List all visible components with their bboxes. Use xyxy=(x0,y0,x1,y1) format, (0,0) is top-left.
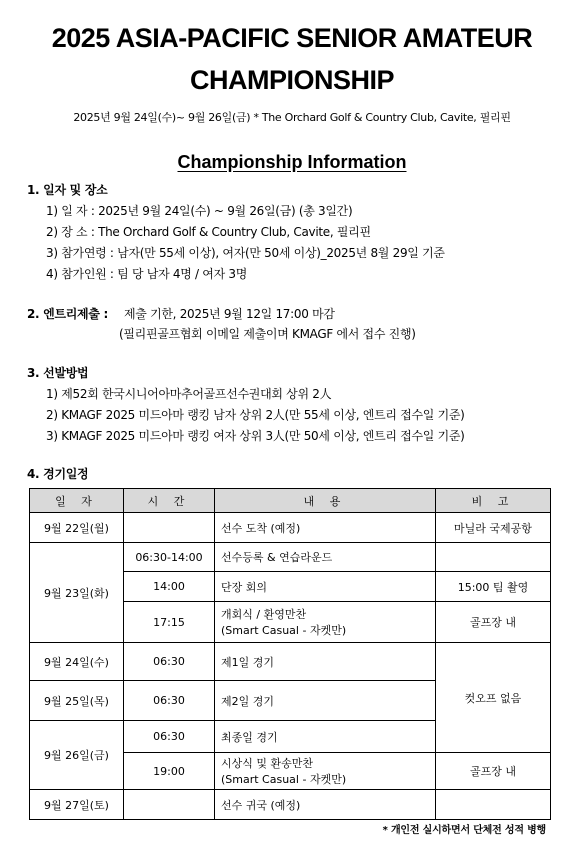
cell-content: 선수 귀국 (예정) xyxy=(215,790,436,820)
title-line-2: CHAMPIONSHIP xyxy=(189,65,394,95)
section-title xyxy=(0,152,584,173)
header-content: 내 용 xyxy=(215,489,436,513)
table-header-row xyxy=(30,489,551,513)
cell-content: 단장 회의 xyxy=(215,572,436,602)
cell-note: 15:00 팀 촬영 xyxy=(436,572,551,602)
subtitle: 2025년 9월 24일(수)~ 9월 26일(금) * The Orchard Golf & Country Club, Cavite, 필리핀 xyxy=(73,111,511,124)
section-title-text: Championship Information xyxy=(177,152,407,172)
cell-date: 9월 25일(목) xyxy=(30,681,124,721)
cell-date: 9월 26일(금) xyxy=(30,721,124,790)
cell-time: 06:30 xyxy=(124,721,215,753)
cell-date: 9월 22일(월) xyxy=(30,513,124,543)
cell-time xyxy=(124,790,215,820)
cell-note: 골프장 내 xyxy=(436,602,551,643)
cell-content-line: (Smart Casual - 자켓만) xyxy=(221,773,347,786)
schedule-table xyxy=(29,488,551,820)
entry-note: (필리핀골프협회 이메일 제출이며 KMAGF 에서 접수 진행) xyxy=(119,327,416,341)
cell-note: 마닐라 국제공항 xyxy=(436,513,551,543)
table-row xyxy=(30,643,551,681)
cell-time: 06:30 xyxy=(124,643,215,681)
section-1-heading: 1. 일자 및 장소 xyxy=(27,183,108,197)
table-row xyxy=(30,513,551,543)
cell-note: 컷오프 없음 xyxy=(436,643,551,753)
footnote: * 개인전 실시하면서 단체전 성적 병행 xyxy=(382,825,546,836)
header-note: 비 고 xyxy=(436,489,551,513)
header-date: 일 자 xyxy=(30,489,124,513)
cell-time: 06:30-14:00 xyxy=(124,543,215,572)
title-line-1: 2025 ASIA-PACIFIC SENIOR AMATEUR xyxy=(51,23,533,53)
cell-content: 선수등록 & 연습라운드 xyxy=(215,543,436,572)
selection-item: 3) KMAGF 2025 미드아마 랭킹 여자 상위 3人(만 50세 이상, 엔트리 접수일 기준) xyxy=(46,429,465,443)
section-1-item: 2) 장 소 : The Orchard Golf & Country Club, Cavite, 필리핀 xyxy=(46,225,371,239)
cell-note xyxy=(436,543,551,572)
cell-content-line: (Smart Casual - 자켓만) xyxy=(221,624,347,637)
cell-time: 14:00 xyxy=(124,572,215,602)
cell-content xyxy=(215,753,436,790)
cell-time: 19:00 xyxy=(124,753,215,790)
header-time: 시 간 xyxy=(124,489,215,513)
cell-date: 9월 27일(토) xyxy=(30,790,124,820)
cell-content-line: 시상식 및 환송만찬 xyxy=(221,757,314,770)
cell-content: 제1일 경기 xyxy=(215,643,436,681)
cell-content-line: 개회식 / 환영만찬 xyxy=(221,608,307,621)
selection-item: 2) KMAGF 2025 미드아마 랭킹 남자 상위 2人(만 55세 이상, 엔트리 접수일 기준) xyxy=(46,408,465,422)
cell-note: 골프장 내 xyxy=(436,753,551,790)
section-1-item: 4) 참가인원 : 팀 당 남자 4명 / 여자 3명 xyxy=(46,267,248,281)
cell-date: 9월 23일(화) xyxy=(30,543,124,643)
table-row xyxy=(30,790,551,820)
entry-deadline: 제출 기한, 2025년 9월 12일 17:00 마감 xyxy=(124,307,335,321)
section-3-heading: 3. 선발방법 xyxy=(27,366,89,380)
cell-content: 최종일 경기 xyxy=(215,721,436,753)
cell-date: 9월 24일(수) xyxy=(30,643,124,681)
section-4-heading: 4. 경기일정 xyxy=(27,467,89,481)
section-1-item: 1) 일 자 : 2025년 9월 24일(수) ~ 9월 26일(금) (총 3일간) xyxy=(46,204,353,218)
section-1-item: 3) 참가연령 : 남자(만 55세 이상), 여자(만 50세 이상)_2025년 8월 29일 기준 xyxy=(46,246,445,260)
cell-time: 06:30 xyxy=(124,681,215,721)
cell-content xyxy=(215,602,436,643)
cell-time xyxy=(124,513,215,543)
cell-time: 17:15 xyxy=(124,602,215,643)
cell-content: 제2일 경기 xyxy=(215,681,436,721)
cell-note xyxy=(436,790,551,820)
selection-item: 1) 제52회 한국시니어아마추어골프선수권대회 상위 2人 xyxy=(46,387,332,401)
section-2-heading: 2. 엔트리제출 : xyxy=(27,307,109,321)
cell-content: 선수 도착 (예정) xyxy=(215,513,436,543)
table-row xyxy=(30,543,551,572)
